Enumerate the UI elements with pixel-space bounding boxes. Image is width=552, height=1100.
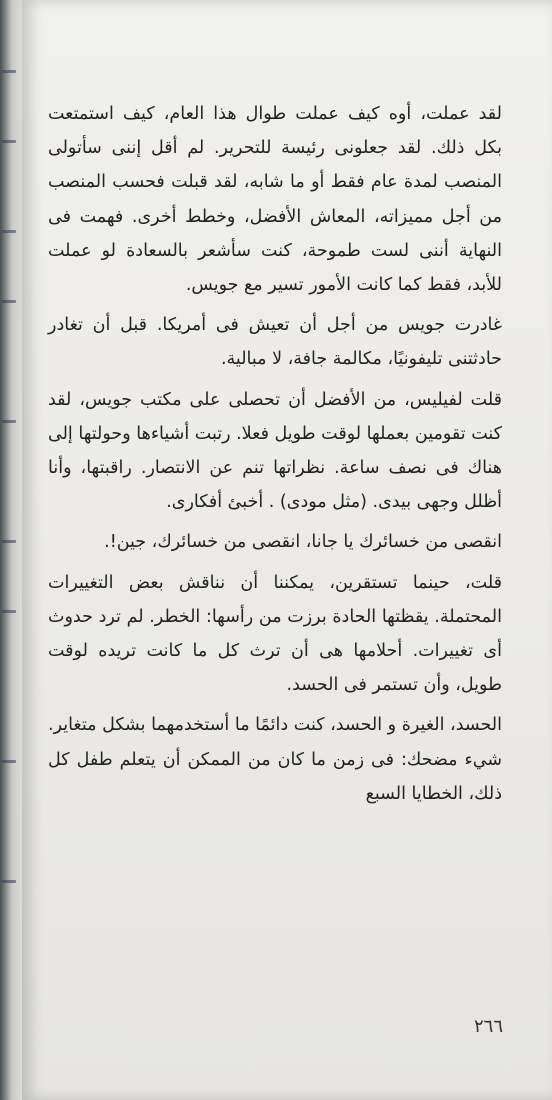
paragraph: قلت لفيليس، من الأفضل أن تحصلى على مكتب جويس، لقد كنت تقومين بعملها لوقت طويل فعلا. رتبت أشياءها وحولتها إلى هناك فى نصف ساعة. نظراتها تنم عن الانتصار. راقبتها، وأنا أظلل وجهى بيدى. (مثل مودى) . أخبئ أفكارى. [48,389,502,513]
page-number: ٢٦٦ [474,1016,504,1037]
gutter-ink-mark [2,140,16,143]
gutter-ink-mark [2,230,16,233]
page-text [48,97,502,817]
gutter-ink-mark [2,610,16,613]
paragraph: غادرت جويس من أجل أن تعيش فى أمريكا. قبل أن تغادر حادثتنى تليفونيًا، مكالمة جافة، لا مبالية. [48,315,502,370]
paragraph: لقد عملت، أوه كيف عملت طوال هذا العام، كيف استمتعت بكل ذلك. لقد جعلونى رئيسة للتحرير. لم أقل إننى سأتولى المنصب لمدة عام فقط أو ما شابه، لقد قبلت فحسب المنصب من أجل مميزاته، المعاش الأفضل، وخطط أخرى. فهمت فى النهاية أننى لست طموحة، كنت سأشعر بالسعادة لو عملت للأبد، فقط كما كانت الأمور تسير مع جويس. [48,104,502,296]
gutter-ink-mark [2,300,16,303]
paragraph: انقصى من خسائرك يا جانا، انقصى من خسائرك، جين!. [104,532,502,553]
book-gutter [0,0,22,1100]
paragraph: قلت، حينما تستقرين، يمكننا أن نناقش بعض التغييرات المحتملة. يقظتها الحادة برزت من رأسها: الخطر. لم ترد حدوث أى تغييرات. أحلامها هى أن ترث كل ما كانت تريده لوقت طويل، وأن تستمر فى الحسد. [48,572,502,696]
paragraph: الحسد، الغيرة و الحسد، كنت دائمًا ما أستخدمهما بشكل متغاير. شيء مضحك: فى زمن ما كان من الممكن أن يتعلم طفل كل ذلك، الخطايا السبع [48,715,502,804]
gutter-ink-mark [2,420,16,423]
gutter-ink-mark [2,70,16,73]
book-page [22,0,552,1100]
gutter-ink-mark [2,880,16,883]
gutter-ink-mark [2,760,16,763]
gutter-ink-mark [2,540,16,543]
